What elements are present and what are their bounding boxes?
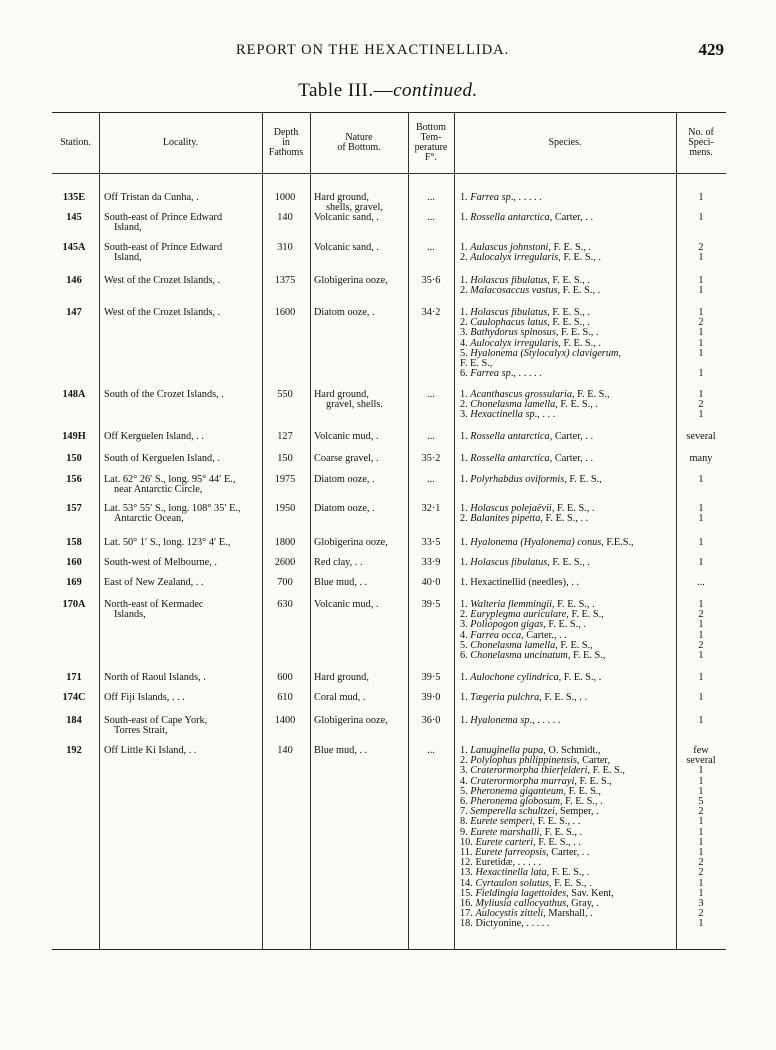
locality-cell	[104, 213, 262, 233]
bottom-nature-line: Volcanic mud, .	[314, 431, 379, 442]
bottom-nature-cell	[314, 432, 409, 442]
header-station: Station.	[60, 137, 91, 148]
species-line: 2. Euryplegma auriculare, F. E. S.,	[460, 610, 604, 621]
depth-fathoms: 1800	[274, 537, 296, 548]
table-title-main: Table III.—	[298, 80, 394, 101]
specimen-count-cell	[676, 193, 726, 203]
species-line: 16. Myliusia callocyathus, Gray, .	[460, 899, 599, 910]
specimen-count-cell	[676, 558, 726, 568]
species-line: 10. Eurete carteri, F. E. S., . .	[460, 837, 581, 848]
specimen-count: 2	[698, 317, 704, 329]
species-line: 12. Euretidæ, . . . . .	[460, 858, 541, 869]
bottom-nature-line: Globigerina ooze,	[314, 275, 388, 286]
species-line: 11. Eurete farreopsis, Carter, . .	[460, 848, 590, 859]
locality-line: South of the Crozet Islands, .	[104, 389, 224, 400]
species-cell	[460, 716, 680, 726]
specimen-count: 1	[698, 192, 704, 203]
specimen-count-cell	[676, 578, 726, 588]
specimen-count: 2	[698, 639, 704, 651]
species-line: 4. Farrea occa, Carter., . .	[460, 630, 567, 641]
bottom-temperature: 39·5	[421, 599, 441, 610]
bottom-nature-line: Volcanic mud, .	[314, 599, 379, 610]
species-line: 1. Rossella antarctica, Carter, . .	[460, 432, 594, 442]
station-number: 174C	[62, 692, 86, 703]
bottom-temperature: 33·9	[421, 557, 441, 568]
specimen-count: 2	[698, 908, 704, 920]
specimen-count: 5	[698, 796, 704, 808]
station-number: 158	[66, 537, 82, 548]
depth-fathoms: 150	[277, 453, 293, 464]
specimen-count: 2	[698, 857, 704, 869]
bottom-nature-line: Volcanic sand, .	[314, 242, 380, 253]
species-cell	[460, 308, 680, 379]
specimen-count-cell	[676, 243, 726, 263]
species-line: 2. Aulocalyx irregularis, F. E. S., .	[460, 253, 601, 264]
species-line: 3. Craterormorpha thierfelderi, F. E. S.,	[460, 766, 625, 777]
bottom-nature-line: Globigerina ooze,	[314, 537, 388, 548]
locality-cell	[104, 673, 262, 683]
species-cell	[460, 600, 680, 661]
bottom-nature-cell	[314, 538, 409, 548]
specimen-count-cell	[676, 504, 726, 524]
species-line: 1. Lanuginella pupa, O. Schmidt.,	[460, 746, 601, 756]
species-cell	[460, 693, 680, 703]
bottom-nature-cell	[314, 243, 409, 253]
bottom-nature-cell	[314, 475, 409, 485]
running-head	[0, 42, 776, 62]
species-line: 2. Caulophacus latus, F. E. S., .	[460, 318, 590, 329]
depth-fathoms: 600	[277, 672, 293, 683]
bottom-temperature: ...	[427, 431, 435, 442]
species-cell	[460, 390, 680, 421]
species-cell	[460, 475, 680, 485]
species-cell	[460, 538, 680, 548]
specimen-count: 1	[698, 785, 704, 797]
station-number: 135E	[62, 192, 86, 203]
locality-line: Island,	[114, 252, 142, 264]
station-number: 192	[66, 745, 82, 756]
specimen-count: 1	[698, 715, 704, 726]
station-number: 147	[66, 307, 82, 318]
depth-fathoms: 127	[277, 431, 293, 442]
station-number: 145A	[62, 242, 86, 253]
specimen-count: 1	[698, 599, 704, 610]
specimen-count: 2	[698, 806, 704, 818]
species-line: 14. Cyrtaulon solutus, F. E. S., .	[460, 878, 592, 889]
species-line: 1. Holascus polejaëvii, F. E. S., .	[460, 504, 595, 514]
locality-line: North-east of Kermadec	[104, 599, 204, 610]
species-line: 3. Poliopogon gigas, F. E. S., .	[460, 620, 586, 631]
specimen-count: 1	[698, 389, 704, 400]
species-cell	[460, 213, 680, 223]
bottom-temperature: ...	[427, 192, 435, 203]
specimen-count: 1	[698, 692, 704, 703]
locality-cell	[104, 454, 262, 464]
locality-line: Islands,	[114, 609, 146, 621]
depth-fathoms: 610	[277, 692, 293, 703]
bottom-nature-line: gravel, shells.	[326, 399, 383, 411]
bottom-temperature: 35·6	[421, 275, 441, 286]
depth-fathoms: 1950	[274, 503, 296, 514]
specimen-count: 1	[698, 629, 704, 641]
specimen-count: 1	[698, 650, 704, 662]
bottom-nature-line: Globigerina ooze,	[314, 715, 388, 726]
locality-line: South-east of Prince Edward	[104, 212, 223, 223]
column-divider	[454, 113, 455, 949]
specimen-count: 1	[698, 887, 704, 899]
locality-line: South-west of Melbourne, .	[104, 557, 217, 568]
bottom-nature-cell	[314, 693, 409, 703]
species-line: F. E. S.,	[460, 359, 493, 370]
locality-line: Lat. 62° 26′ S., long. 95° 44′ E.,	[104, 474, 236, 485]
station-number: 150	[66, 453, 82, 464]
specimen-count: 1	[698, 337, 704, 349]
station-number: 170A	[62, 599, 86, 610]
bottom-nature-line: Coarse gravel, .	[314, 453, 379, 464]
specimen-count: 1	[698, 368, 704, 380]
specimen-count: several	[686, 431, 716, 442]
specimen-count: 1	[698, 252, 704, 264]
depth-fathoms: 310	[277, 242, 293, 253]
depth-fathoms: 630	[277, 599, 293, 610]
bottom-nature-cell	[314, 558, 409, 568]
species-line: 4. Craterormorpha murrayi, F. E. S.,	[460, 776, 612, 787]
species-line: 2. Balanites pipetta, F. E. S., . .	[460, 514, 589, 525]
species-line: 2. Polylophus philippinensis, Carter,	[460, 756, 611, 767]
specimen-count: 1	[698, 275, 704, 286]
species-line: 1. Hyalonema sp., . . . . .	[460, 716, 561, 726]
species-line: 1. Aulochone cylindrica, F. E. S., .	[460, 673, 602, 683]
bottom-nature-cell	[314, 746, 409, 756]
bottom-nature-cell	[314, 454, 409, 464]
locality-line: Torres Strait,	[114, 725, 168, 737]
species-line: 13. Hexactinella lata, F. E. S., .	[460, 868, 590, 879]
bottom-nature-cell	[314, 308, 409, 318]
specimen-count: 2	[698, 399, 704, 411]
specimen-count-cell	[676, 716, 726, 726]
depth-fathoms: 1000	[274, 192, 296, 203]
depth-fathoms: 140	[277, 212, 293, 223]
depth-fathoms: 1400	[274, 715, 296, 726]
locality-line: Antarctic Ocean,	[114, 513, 184, 525]
locality-line: Lat. 53° 55′ S., long. 108° 35′ E.,	[104, 503, 241, 514]
species-line: 7. Semperella schultzei, Semper, .	[460, 807, 599, 818]
specimen-count: 2	[698, 242, 704, 253]
species-line: 1. Aulascus johnstoni, F. E. S., .	[460, 243, 592, 253]
stations-table	[52, 112, 726, 950]
specimen-count-cell	[676, 390, 726, 421]
specimen-count: 1	[698, 826, 704, 838]
specimen-count-cell	[676, 693, 726, 703]
specimen-count: 1	[698, 474, 704, 485]
specimen-count: 1	[698, 212, 704, 223]
species-cell	[460, 276, 680, 296]
specimen-count: 1	[698, 836, 704, 848]
locality-cell	[104, 390, 262, 400]
bottom-nature-line: Blue mud, . .	[314, 577, 368, 588]
species-line: 1. Rossella antarctica, Carter, . .	[460, 213, 594, 223]
locality-cell	[104, 276, 262, 286]
species-line: 1. Tægeria pulchra, F. E. S., . .	[460, 693, 588, 703]
specimen-count: 1	[698, 877, 704, 889]
specimen-count: 1	[698, 307, 704, 318]
species-cell	[460, 454, 680, 464]
species-line: 1. Acanthascus grossularia, F. E. S.,	[460, 390, 610, 400]
page-number: 429	[698, 40, 724, 59]
specimen-count-cell	[676, 213, 726, 223]
specimen-count: 1	[698, 847, 704, 859]
locality-line: Off Tristan da Cunha, .	[104, 192, 199, 203]
specimen-count: 1	[698, 557, 704, 568]
locality-line: Lat. 50° 1′ S., long. 123° 4′ E.,	[104, 537, 231, 548]
locality-line: West of the Crozet Islands, .	[104, 275, 221, 286]
bottom-nature-cell	[314, 213, 409, 223]
bottom-temperature: 35·2	[421, 453, 441, 464]
species-line: 1. Polyrhabdus oviformis, F. E. S.,	[460, 475, 602, 485]
specimen-count-cell	[676, 432, 726, 442]
specimen-count: 3	[698, 898, 704, 910]
specimen-count: 1	[698, 918, 704, 930]
species-line: 1. Rossella antarctica, Carter, . .	[460, 454, 594, 464]
bottom-nature-line: Blue mud, . .	[314, 745, 368, 756]
table-title-continued: continued.	[393, 80, 478, 101]
depth-fathoms: 700	[277, 577, 293, 588]
specimen-count-cell	[676, 475, 726, 485]
bottom-nature-line: Volcanic sand, .	[314, 212, 380, 223]
species-cell	[460, 193, 680, 203]
locality-cell	[104, 432, 262, 442]
bottom-nature-cell	[314, 504, 409, 514]
species-cell	[460, 673, 680, 683]
locality-line: South-east of Cape York,	[104, 715, 208, 726]
species-line: 6. Pheronema globosum, F. E. S., .	[460, 797, 603, 808]
specimen-count: few	[693, 745, 709, 756]
locality-cell	[104, 193, 262, 203]
locality-line: Island,	[114, 222, 142, 234]
specimen-count: 1	[698, 619, 704, 631]
station-number: 156	[66, 474, 82, 485]
station-number: 171	[66, 672, 82, 683]
header-species: Species.	[548, 137, 582, 148]
species-line: 3. Hexactinella sp., . . .	[460, 410, 556, 421]
bottom-nature-line: Hard ground,	[314, 672, 369, 683]
bottom-nature-line: Diatom ooze, .	[314, 307, 375, 318]
species-line: 15. Fieldingia lagettoides, Sav. Kent,	[460, 888, 614, 899]
station-number: 146	[66, 275, 82, 286]
species-line: 18. Dictyonine, . . . . .	[460, 919, 550, 930]
locality-cell	[104, 475, 262, 495]
bottom-temperature: 39·5	[421, 672, 441, 683]
header-nature: Nature of Bottom.	[337, 132, 381, 153]
specimen-count-cell	[676, 276, 726, 296]
column-divider	[310, 113, 311, 949]
locality-line: Off Kerguelen Island, . .	[104, 431, 204, 442]
bottom-temperature: 40·0	[421, 577, 441, 588]
station-number: 169	[66, 577, 82, 588]
species-line: 5. Pheronema giganteum, F. E. S.,	[460, 786, 601, 797]
bottom-temperature: 33·5	[421, 537, 441, 548]
specimen-count-cell	[676, 673, 726, 683]
specimen-count-cell	[676, 746, 726, 930]
locality-cell	[104, 504, 262, 524]
header-locality: Locality.	[162, 137, 199, 148]
bottom-nature-cell	[314, 578, 409, 588]
locality-cell	[104, 538, 262, 548]
column-divider	[408, 113, 409, 949]
species-line: 1. Hyalonema (Hyalonema) conus, F.E.S.,	[460, 538, 634, 548]
species-line: 5. Chonelasma lamella, F. E. S.,	[460, 640, 593, 651]
table-title	[0, 80, 776, 102]
bottom-nature-line: shells, gravel,	[326, 202, 383, 214]
species-line: 1. Holascus fibulatus, F. E. S., .	[460, 558, 590, 568]
depth-fathoms: 550	[277, 389, 293, 400]
locality-cell	[104, 746, 262, 756]
depth-fathoms: 1600	[274, 307, 296, 318]
species-line: 3. Bathydorus spinosus, F. E. S., .	[460, 328, 599, 339]
species-line: 1. Hexactinellid (needles), . .	[460, 578, 579, 588]
bottom-temperature: 39·0	[421, 692, 441, 703]
bottom-nature-line: Diatom ooze, .	[314, 474, 375, 485]
bottom-nature-cell	[314, 716, 409, 726]
specimen-count: 1	[698, 503, 704, 514]
bottom-nature-line: Red clay, . .	[314, 557, 363, 568]
species-line: 1. Holascus fibulatus, F. E. S., .	[460, 308, 590, 318]
species-cell	[460, 432, 680, 442]
locality-cell	[104, 308, 262, 318]
locality-line: South-east of Prince Edward	[104, 242, 223, 253]
column-divider	[262, 113, 263, 949]
specimen-count: several	[686, 755, 716, 767]
locality-line: East of New Zealand, . .	[104, 577, 204, 588]
species-line: 9. Eurete marshalli, F. E. S., .	[460, 827, 583, 838]
depth-fathoms: 140	[277, 745, 293, 756]
species-line: 4. Aulocalyx irregularis, F. E. S., .	[460, 338, 601, 349]
bottom-temperature: 32·1	[421, 503, 441, 514]
locality-line: West of the Crozet Islands, .	[104, 307, 221, 318]
locality-line: North of Raoul Islands, .	[104, 672, 206, 683]
species-line: 1. Farrea sp., . . . . .	[460, 193, 542, 203]
bottom-nature-cell	[314, 600, 409, 610]
species-line: 8. Eurete semperi, F. E. S., . .	[460, 817, 581, 828]
specimen-count: 1	[698, 775, 704, 787]
species-line: 17. Aulocystis zitteli, Marshall, .	[460, 909, 593, 920]
species-line: 6. Chonelasma uncinatum, F. E. S.,	[460, 651, 606, 662]
bottom-nature-cell	[314, 390, 409, 410]
specimen-count: many	[689, 453, 713, 464]
bottom-temperature: 34·2	[421, 307, 441, 318]
species-cell	[460, 504, 680, 524]
species-cell	[460, 746, 680, 930]
specimen-count: 1	[698, 672, 704, 683]
depth-fathoms: 2600	[274, 557, 296, 568]
station-number: 157	[66, 503, 82, 514]
locality-cell	[104, 558, 262, 568]
locality-cell	[104, 693, 262, 703]
species-cell	[460, 578, 680, 588]
locality-line: Off Fiji Islands, . . .	[104, 692, 185, 703]
header-temperature: Bottom Tem- perature F°.	[414, 122, 448, 163]
specimen-count-cell	[676, 600, 726, 661]
bottom-temperature: ...	[427, 389, 435, 400]
bottom-temperature: ...	[427, 242, 435, 253]
specimen-count: 1	[698, 537, 704, 548]
specimen-count: 1	[698, 513, 704, 525]
specimen-count-cell	[676, 454, 726, 464]
bottom-nature-line: Hard ground,	[314, 192, 369, 203]
specimen-count: ...	[697, 577, 705, 588]
header-count: No. of Speci- mens.	[688, 127, 714, 158]
bottom-nature-cell	[314, 193, 409, 213]
station-number: 149H	[62, 431, 86, 442]
station-number: 160	[66, 557, 82, 568]
locality-cell	[104, 600, 262, 620]
specimen-count: 1	[698, 285, 704, 297]
bottom-temperature: ...	[427, 474, 435, 485]
specimen-count: 1	[698, 816, 704, 828]
bottom-nature-cell	[314, 276, 409, 286]
locality-cell	[104, 716, 262, 736]
species-line: 6. Farrea sp., . . . . .	[460, 369, 542, 380]
specimen-count: 1	[698, 409, 704, 421]
species-cell	[460, 243, 680, 263]
species-line: 2. Chonelasma lamella, F. E. S., .	[460, 400, 598, 411]
species-line: 2. Malacosaccus vastus, F. E. S., .	[460, 286, 601, 297]
header-depth: Depth in Fathoms	[268, 127, 304, 158]
locality-line: Off Little Ki Island, . .	[104, 745, 197, 756]
station-number: 148A	[62, 389, 86, 400]
depth-fathoms: 1375	[274, 275, 296, 286]
specimen-count: 2	[698, 609, 704, 621]
header-rule	[52, 173, 726, 174]
species-line: 5. Hyalonema (Stylocalyx) clavigerum,	[460, 348, 621, 359]
specimen-count-cell	[676, 308, 726, 379]
specimen-count: 1	[698, 765, 704, 777]
station-number: 184	[66, 715, 82, 726]
locality-line: South of Kerguelen Island, .	[104, 453, 220, 464]
bottom-nature-line: Hard ground,	[314, 389, 369, 400]
locality-cell	[104, 578, 262, 588]
species-cell	[460, 558, 680, 568]
column-divider	[99, 113, 100, 949]
running-head-title: REPORT ON THE HEXACTINELLIDA.	[236, 42, 510, 58]
species-line: 1. Walteria flemmingii, F. E. S., .	[460, 600, 595, 610]
species-line: 1. Holascus fibulatus, F. E. S., .	[460, 276, 590, 286]
specimen-count: 2	[698, 867, 704, 879]
specimen-count: 1	[698, 347, 704, 359]
bottom-temperature: 36·0	[421, 715, 441, 726]
locality-cell	[104, 243, 262, 263]
bottom-temperature: ...	[427, 745, 435, 756]
bottom-nature-line: Diatom ooze, .	[314, 503, 375, 514]
bottom-nature-cell	[314, 673, 409, 683]
specimen-count-cell	[676, 538, 726, 548]
depth-fathoms: 1975	[274, 474, 296, 485]
station-number: 145	[66, 212, 82, 223]
bottom-temperature: ...	[427, 212, 435, 223]
bottom-nature-line: Coral mud, .	[314, 692, 366, 703]
specimen-count: 1	[698, 327, 704, 339]
locality-line: near Antarctic Circle,	[114, 484, 203, 496]
